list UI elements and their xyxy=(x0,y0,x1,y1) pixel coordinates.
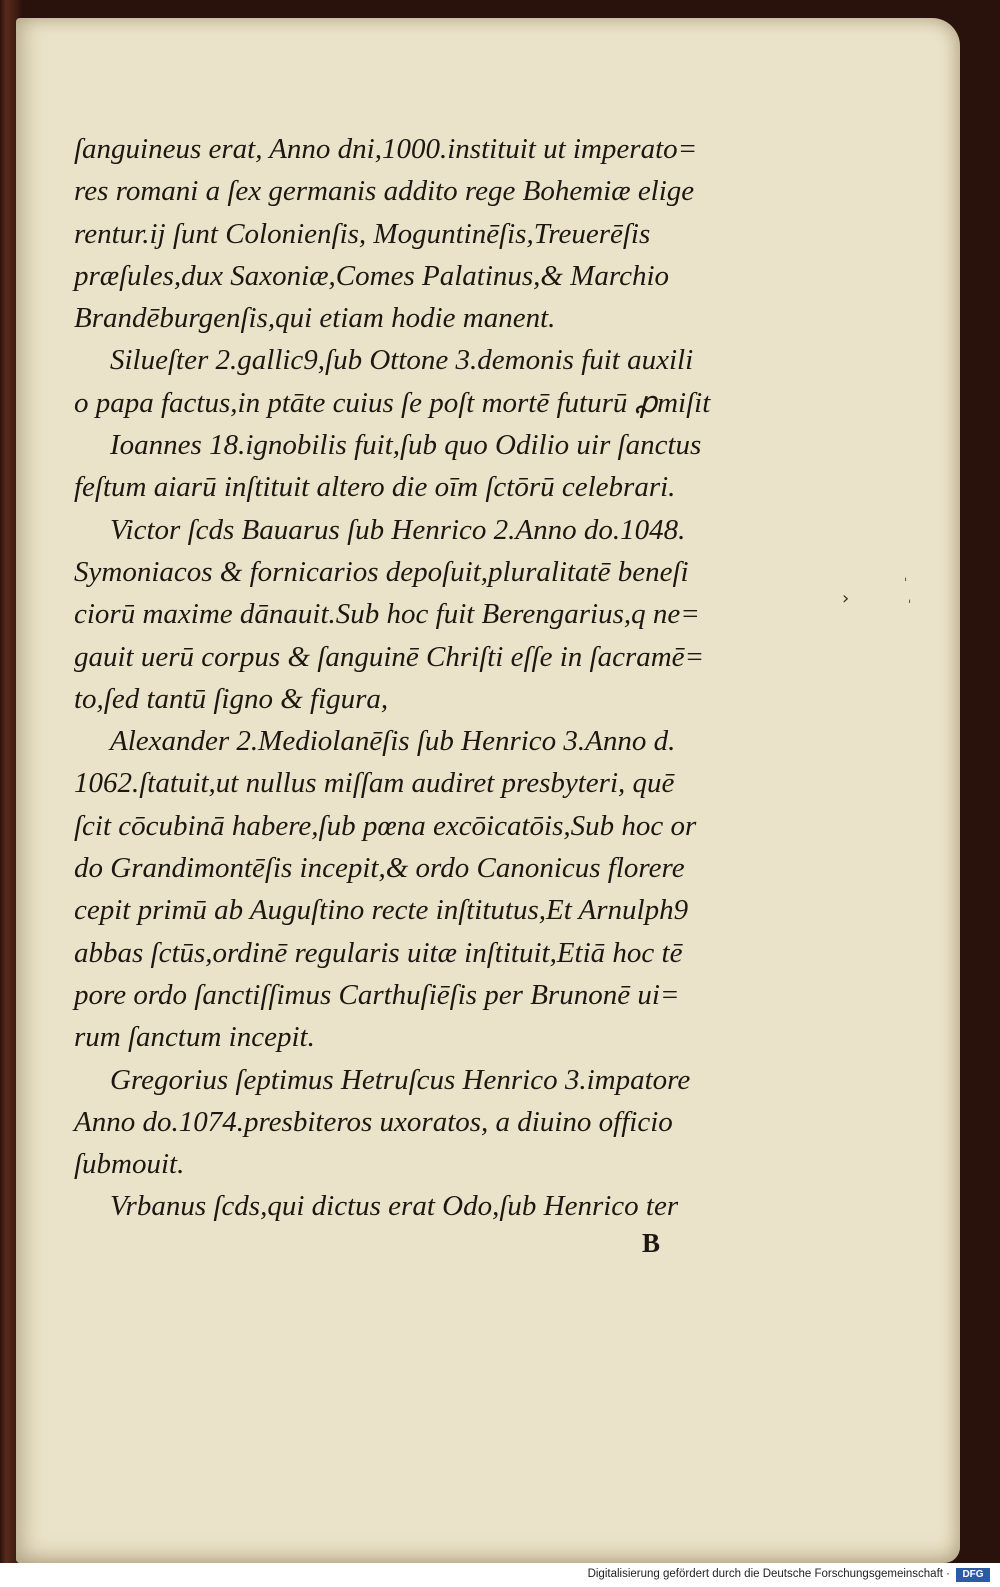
paper-speck: › xyxy=(842,588,850,609)
text-line: do Grandimontēſis incepit,& ordo Canonicus florere xyxy=(74,852,685,885)
text-line: Anno do.1074.presbiteros uxoratos, a diuino officio xyxy=(74,1105,673,1138)
text-line: Victor ſcds Bauarus ſub Henrico 2.Anno do.1048. xyxy=(110,513,686,546)
text-line: Gregorius ſeptimus Hetruſcus Henrico 3.impatore xyxy=(110,1063,691,1096)
text-line: ſcit cōcubinā habere,ſub pœna excōicatōis,Sub hoc or xyxy=(74,809,697,842)
text-line: Brandēburgenſis,qui etiam hodie manent. xyxy=(74,302,556,335)
text-line: Silueſter 2.gallic9,ſub Ottone 3.demonis fuit auxili xyxy=(110,344,694,377)
text-line: 1062.ſtatuit,ut nullus miſſam audiret presbyteri, quē xyxy=(74,767,675,800)
text-line: Ioannes 18.ignobilis fuit,ſub quo Odilio uir ſanctus xyxy=(110,429,702,462)
text-line: cepit primū ab Auguſtino recte inſtitutus,Et Arnulph9 xyxy=(74,894,689,927)
text-line: Symoniacos & fornicarios depoſuit,pluralitatē beneſi xyxy=(74,555,689,588)
text-line: o papa factus,in ptāte cuius ſe poſt mortē futurū ꝓmiſit xyxy=(74,386,711,419)
text-line: rum ſanctum incepit. xyxy=(74,1021,315,1054)
text-line: rentur.ij ſunt Colonienſis, Moguntinēſis,Treuerēſis xyxy=(74,217,651,250)
footer-bar xyxy=(0,1563,1000,1587)
dfg-logo: DFG xyxy=(956,1568,990,1582)
text-line: ſanguineus erat, Anno dni,1000.instituit ut imperato= xyxy=(74,133,698,165)
text-line: feſtum aiarū inſtituit altero die oīm ſctōrū celebrari. xyxy=(74,471,676,504)
text-line: to,ſed tantū ſigno & figura, xyxy=(74,682,389,715)
signature-mark: B xyxy=(642,1228,661,1258)
text-line: abbas ſctūs,ordinē regularis uitæ inſtituit,Etiā hoc tē xyxy=(74,936,683,969)
text-line: ſubmouit. xyxy=(74,1148,185,1181)
text-line: ciorū maxime dānauit.Sub hoc fuit Berengarius,q ne= xyxy=(74,598,700,631)
paper-speck: ˌ xyxy=(904,568,908,582)
paper-speck: ˈ xyxy=(908,598,912,612)
text-line: præſules,dux Saxoniæ,Comes Palatinus,& Marchio xyxy=(74,259,670,292)
text-line: pore ordo ſanctiſſimus Carthuſiēſis per Brunonē ui= xyxy=(74,978,680,1011)
book-page xyxy=(16,18,960,1563)
text-line: res romani a ſex germanis addito rege Bohemiæ elige xyxy=(74,175,695,208)
text-line: gauit uerū corpus & ſanguinē Chriſti eſſe in ſacramē= xyxy=(74,640,705,673)
page-text xyxy=(74,128,794,1228)
funding-credit: Digitalisierung gefördert durch die Deutsche Forschungsgemeinschaft · xyxy=(587,1568,950,1580)
text-line: Alexander 2.Mediolanēſis ſub Henrico 3.Anno d. xyxy=(110,725,676,758)
text-line: Vrbanus ſcds,qui dictus erat Odo,ſub Henrico ter xyxy=(110,1190,679,1223)
